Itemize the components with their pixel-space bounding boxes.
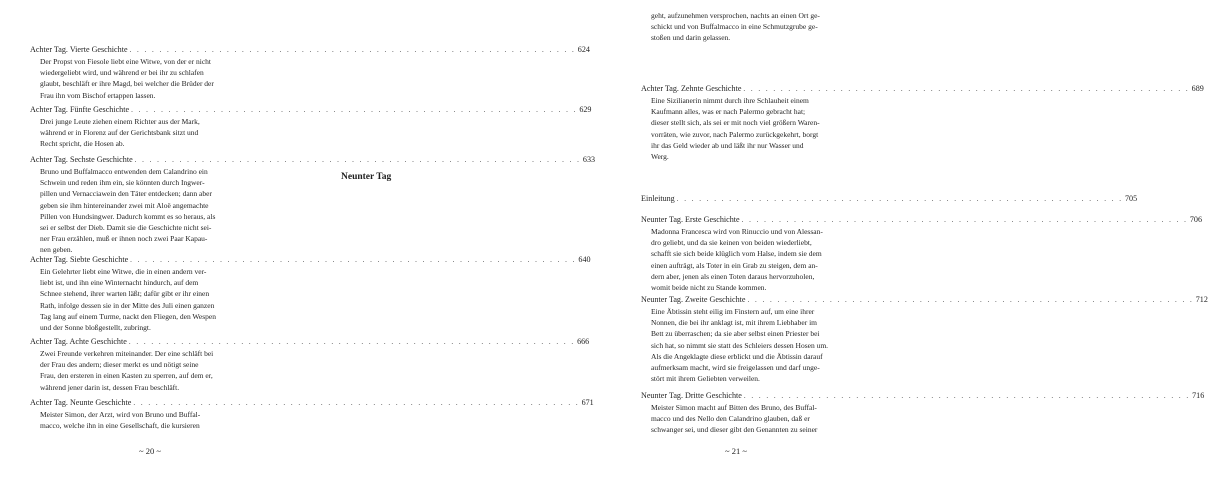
summary-line: Bruno und Buffalmacco entwenden dem Calandrino ein [40,167,208,176]
toc-entry-heading [30,154,596,166]
summary-line: dieser stellt sich, als sei er mit noch viel größern Waren- [651,118,820,128]
summary-line: Pillen von Hundsingwer. Dadurch kommt es so heraus, als [40,211,216,221]
toc-entry[interactable] [641,83,1204,162]
toc-entry-page-number: 706 [1189,215,1203,224]
summary-line: Eine Äbtissin steht eilig im Finstern auf, um eine ihrer [651,307,815,316]
summary-line: nen geben. [40,245,73,255]
summary-line: während er in Florenz auf der Gerichtsbank sitzt und [40,128,199,138]
summary-line: womit beide nicht zu Stande kommen. [651,283,767,293]
toc-entry[interactable] [641,214,1203,293]
summary-line: Bett zu überraschen; da sie aber selbst einen Priester bei [651,329,820,339]
dot-leader [742,215,1188,226]
toc-entry[interactable] [641,193,1138,205]
summary-line: Eine Sizilianerin nimmt durch ihre Schlauheit einem [651,96,809,105]
toc-entry-title: Achter Tag. Sechste Geschichte [30,155,133,164]
summary-line: ihr das Geld wieder ab und läßt ihr nur Wasser und [651,140,804,150]
toc-entry-page-number: 689 [1191,84,1204,93]
summary-line: ner Frau erzählen, muß er ihnen noch zwei Paar Kapau- [40,234,208,244]
summary-line: während jener darin ist, dessen Frau beschläft. [40,382,180,392]
toc-entry-heading [30,104,592,116]
summary-line: dro geliebt, und da sie keinen von beiden wiederliebt, [651,238,812,248]
summary-line: liebt ist, und ihn eine Winternacht hindurch, auf dem [40,278,199,288]
right-page [300,0,1208,484]
toc-entry-title: Achter Tag. Zehnte Geschichte [641,84,742,93]
toc-entry-heading [641,390,1205,402]
summary-line: vorräten, wie zuvor, nach Palermo zurückgekehrt, borgt [651,129,819,139]
toc-entry-page-number: 712 [1195,295,1208,304]
summary-line: stört mit ihrem Geliebten verweilen. [651,374,760,384]
toc-entry-heading [30,336,590,348]
summary-line: macco und des Nello den Calandrino glauben, daß er [651,414,810,424]
summary-line: Als die Angeklagte diese erblickt und die Äbtissin darauf [651,351,823,361]
summary-line: Meister Simon macht auf Bitten des Bruno, des Buffal- [651,403,817,412]
summary-line: Tag lang auf einem Turme, nackt den Fliegen, den Wespen [40,311,216,321]
dot-leader [743,84,1189,95]
toc-entry-summary [641,306,887,384]
toc-entry-summary [641,402,887,436]
toc-entry-summary [30,266,265,333]
summary-line: pillen und Vernacciawein den Täter entdecken; dann aber [40,189,212,199]
toc-entry-heading [30,397,594,409]
toc-entry-heading [641,214,1203,226]
toc-entry[interactable] [30,397,594,431]
toc-entry-summary [30,409,265,431]
toc-entry-page-number: 640 [578,255,591,264]
toc-entry-heading [641,193,1138,205]
summary-line: Recht spricht, die Hosen ab. [40,139,125,149]
summary-line: Werg. [651,152,669,162]
summary-line: wiedergeliebt wird, und während er bei ihr zu schlafen [40,68,204,78]
toc-entry-summary [641,226,887,293]
toc-entry-page-number: 705 [1124,194,1138,203]
summary-line: Frau, den ersteren in einen Kasten zu sperren, auf dem er, [40,371,213,381]
toc-entry-summary [641,95,887,162]
summary-line: Nonnen, die bei ihr anklagt ist, mit ihrem Liebhaber im [651,318,817,328]
summary-line: sei er selbst der Dieb. Damit sie die Geschichte nicht sei- [40,223,212,233]
summary-line: Der Propst von Fiesole liebt eine Witwe, von der er nicht [40,57,211,66]
toc-entry-title: Neunter Tag. Erste Geschichte [641,215,740,224]
toc-entry-summary [30,166,265,256]
summary-line: Rath, infolge dessen sie in der Mitte des Juli einen ganzen [40,300,215,310]
toc-entry-title: Achter Tag. Achte Geschichte [30,337,127,346]
summary-line: schwanger sei, und dieser gibt den Genannten zu seiner [651,425,818,435]
summary-line: der Frau des andern; dieser merkt es und nötigt seine [40,360,199,370]
toc-entry[interactable] [30,336,590,393]
summary-line: sich hat, so nimmt sie statt des Schleiers dessen Hosen um. [651,340,829,350]
summary-line: geben sie ihm hintereinander zwei mit Aloë angemachte [40,200,209,210]
toc-entry[interactable] [30,44,590,101]
continued-summary [641,10,897,44]
summary-line: schafft sie sich beide klüglich vom Halse, indem sie dem [651,249,822,259]
toc-entry-title: Achter Tag. Siebte Geschichte [30,255,129,264]
toc-entry-heading [641,294,1208,306]
toc-entry[interactable] [30,254,591,333]
summary-line: dern aber, jenen als einen Toten daraus hervorzuholen, [651,271,815,281]
summary-line: macco, welche ihn in eine Gesellschaft, die kursieren [40,421,200,431]
toc-entry-page-number: 666 [577,337,590,346]
toc-entry-title: Einleitung [641,194,675,203]
summary-line: Meister Simon, der Arzt, wird von Bruno und Buffal- [40,410,201,419]
summary-line: Ein Gelehrter liebt eine Witwe, die in einen andern ver- [40,267,207,276]
toc-entry-title: Achter Tag. Neunte Geschichte [30,398,132,407]
summary-line: Schwein und reden ihm ein, sie könnten durch Ingwer- [40,178,205,188]
toc-entry-page-number: 633 [582,155,596,164]
toc-entry-page-number: 629 [579,105,592,114]
page-number-right: ~ 21 ~ [725,446,747,456]
section-heading: Neunter Tag [341,172,392,182]
summary-line: stoßen und darin gelassen. [651,33,731,43]
toc-entry-title: Neunter Tag. Zweite Geschichte [641,295,746,304]
toc-entry-heading [30,254,591,266]
toc-entry-summary [30,116,265,150]
summary-line: schickt und von Buffalmacco in eine Schmutzgrube ge- [651,22,818,32]
toc-entry-heading [30,44,590,56]
summary-line: und der Sonne bloßgestellt, zubringt. [40,323,151,333]
summary-line: Schnee stehend, ihrer warten läßt; dafür gibt er ihr einen [40,289,210,299]
toc-entry-summary [30,348,265,393]
toc-entry[interactable] [641,294,1208,384]
toc-entry-page-number: 716 [1192,391,1205,400]
toc-entry-page-number: 671 [581,398,594,407]
summary-line: Kaufmann alles, was er nach Palermo gebracht hat; [651,107,806,117]
toc-entry-summary [30,56,265,101]
page-number-left: ~ 20 ~ [139,446,161,456]
toc-entry-heading [641,83,1204,95]
toc-entry-page-number: 624 [577,45,590,54]
summary-line: Drei junge Leute ziehen einem Richter aus der Mark, [40,117,200,126]
toc-entry-title: Achter Tag. Fünfte Geschichte [30,105,130,114]
dot-leader [677,194,1123,205]
toc-entry-title: Achter Tag. Vierte Geschichte [30,45,128,54]
summary-line: glaubt, beschläft er ihre Magd, bei welcher die Brüder der [40,79,214,89]
summary-line: geht, aufzunehmen versprochen, nachts an einen Ort ge- [651,11,820,20]
dot-leader [744,391,1190,402]
toc-entry[interactable] [30,104,592,150]
summary-line: Madonna Francesca wird von Rinuccio und von Alessan- [651,227,823,236]
toc-entry[interactable] [641,390,1205,436]
toc-entry-title: Neunter Tag. Dritte Geschichte [641,391,742,400]
dot-leader [747,295,1193,306]
summary-line: Frau ihn vom Bischof ertappen lassen. [40,90,156,100]
summary-line: einen aufträgt, als Toter in ein Grab zu steigen, dem an- [651,260,818,270]
summary-line: Zwei Freunde verkehren miteinander. Der eine schläft bei [40,349,214,358]
summary-line: aufmerksam macht, wird sie freigelassen und darf unge- [651,363,820,373]
